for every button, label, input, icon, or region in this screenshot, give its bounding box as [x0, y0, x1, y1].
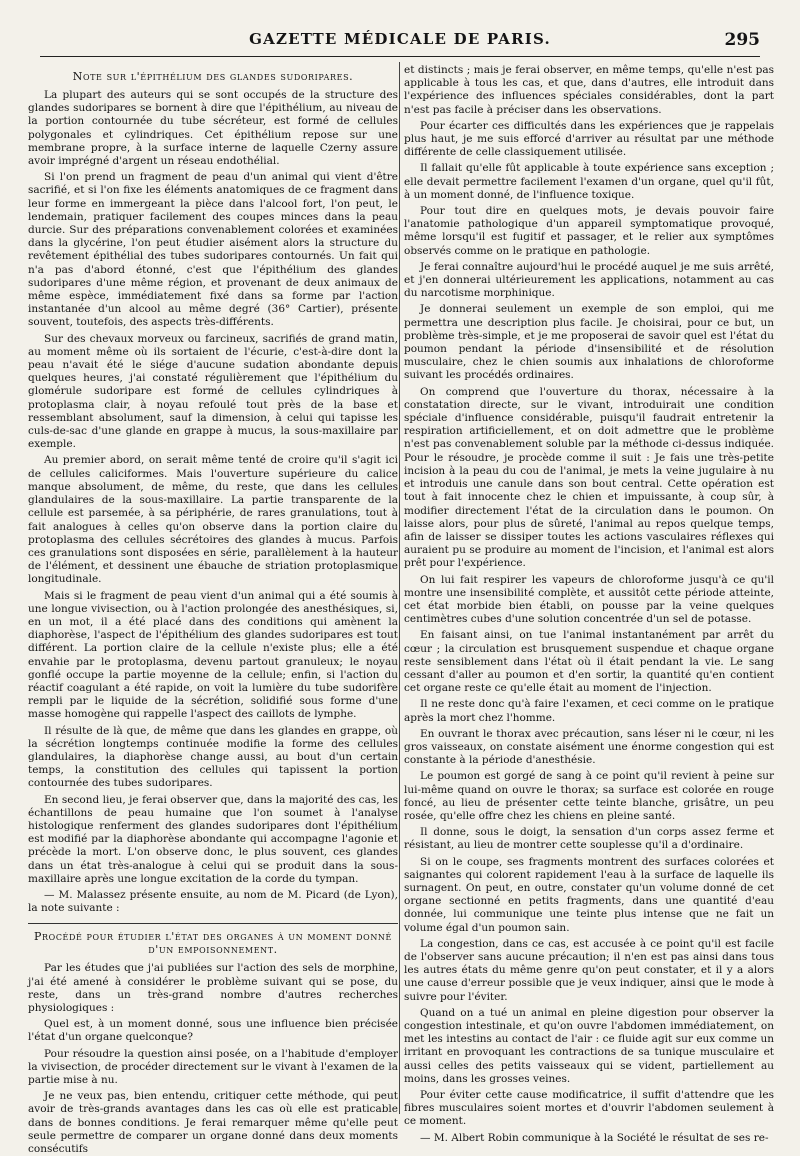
- right-column: [404, 64, 774, 1144]
- paragraph: Si l'on prend un fragment de peau d'un animal qui vient d'être sacrifié, et si l'on fixe les éléments anatomiques de ce fragment dans leur forme en immergeant la pièce dans l'alcool fort, l'on peut, le lendemain, pratiquer facilement des coupes minces dans la peau durcie. Sur des préparations convenablement colorées et examinées dans la glycérine, l'on peut étudier aisément alors la structure du revêtement épithélial des tubes sudoripares contournés. Un fait qui n'a pas d'abord étonné, c'est que l'épithélium des glandes sudoripares d'une même région, et provenant de deux animaux de même espèce, immédiatement fixé dans sa forme par l'action instantanée d'un alcool au même degré (36° Cartier), présente souvent, toutefois, des aspects très-différents.: [28, 171, 398, 329]
- paragraph: Mais si le fragment de peau vient d'un animal qui a été soumis à une longue vivisection, ou à l'action prolongée des anesthésiques, si, en un mot, il a été placé dans des conditions qui amènent la diaphorèse, l'aspect de l'épithélium des glandes sudoripares est tout différent. La portion claire de la cellule n'existe plus; elle a été envahie par le protoplasma, devenu partout granuleux; le noyau gonflé occupe la partie moyenne de la cellule; enfin, si l'action du réactif coagulant a été rapide, on voit la lumière du tube sudorifère rempli par le liquide de la sécrétion, solidifié sous forme d'une masse homogène qui rappelle l'aspect des caillots de lymphe.: [28, 589, 398, 721]
- column-separator: [399, 62, 400, 1114]
- paragraph: Par les études que j'ai publiées sur l'action des sels de morphine, j'ai été amené à considérer le problème suivant qui se pose, du reste, dans un très-grand nombre d'autres recherches physiologiques :: [28, 962, 398, 1014]
- paragraph: Il résulte de là que, de même que dans les glandes en grappe, où la sécrétion longtemps continuée modifie la forme des cellules glandulaires, la diaphorèse change aussi, au bout d'un certain temps, la constitution des cellules qui tapissent la portion contournée des tubes sudoripares.: [28, 724, 398, 790]
- article-heading: Note sur l'épithélium des glandes sudoripares.: [72, 70, 354, 83]
- paragraph: Quel est, à un moment donné, sous une influence bien précisée l'état d'un organe quelconque?: [28, 1018, 398, 1044]
- header-rule: [40, 56, 760, 57]
- paragraph: Au premier abord, on serait même tenté de croire qu'il s'agit ici de cellules caliciformes. Mais l'ouverture supérieure du calice manque absolument, de même, du reste, que dans les cellules glandulaires de la sous-maxillaire. La partie transparente de la cellule est parsemée, à sa périphérie, de rares granulations, tout à fait analogues à celles qu'on observe dans la portion claire du protoplasma des cellules sécrétoires des glandes à mucus. Parfois ces granulations sont disposées en série, parallèlement à la hauteur de l'élément, et dessinent une ébauche de striation protoplasmique longitudinale.: [28, 454, 398, 586]
- article-heading: Procédé pour étudier l'état des organes à un moment donné d'un empoisonnement.: [34, 930, 392, 957]
- paragraph: Sur des chevaux morveux ou farcineux, sacrifiés de grand matin, au moment même où ils sortaient de l'écurie, c'est-à-dire dont la peau n'avait été le siége d'aucune sudation abondante depuis quelques heures, j'ai constaté régulièrement que l'épithélium du glomérule sudoripare est formé de cellules cylindriques à protoplasma clair, à noyau refoulé tout près de la base et ressemblant absolument, sauf la dimension, à celui qui tapisse les culs-de-sac d'une glande en grappe à mucus, la sous-maxillaire par exemple.: [28, 332, 398, 451]
- paragraph: En second lieu, je ferai observer que, dans la majorité des cas, les échantillons de peau humaine que l'on soumet à l'analyse histologique renferment des glandes sudoripares dont l'épithélium est modifié par la diaphorèse abondante qui accompagne l'agonie et précède la mort. L'on observe donc, le plus souvent, ces glandes dans un état très-analogue à celui qui se produit dans la sous-maxillaire après une longue excitation de la corde du tympan.: [28, 793, 398, 885]
- section-divider: [28, 923, 398, 924]
- paragraph: Le poumon est gorgé de sang à ce point qu'il revient à peine sur lui-même quand on ouvre le thorax; sa surface est colorée en rouge foncé, au lieu de présenter cette teinte blanche, grisâtre, un peu rosée, qu'elle offre chez les chiens en pleine santé.: [404, 770, 774, 822]
- paragraph: — M. Malassez présente ensuite, au nom de M. Picard (de Lyon), la note suivante :: [28, 888, 398, 915]
- paragraph: En faisant ainsi, on tue l'animal instantanément par arrêt du cœur ; la circulation est brusquement suspendue et chaque organe reste sensiblement dans l'état où il était pendant la vie. Le sang cessant d'aller au poumon et d'en sortir, la quantité qu'en contient cet organe reste ce qu'elle était au moment de l'injection.: [404, 629, 774, 695]
- paragraph: On lui fait respirer les vapeurs de chloroforme jusqu'à ce qu'il montre une insensibilité complète, et aussitôt cette période atteinte, cet état morbide bien établi, on pousse par la veine quelques centimètres cubes d'une solution concentrée d'un sel de potasse.: [404, 573, 774, 626]
- paragraph: Je donnerai seulement un exemple de son emploi, qui me permettra une description plus facile. Je choisirai, pour ce but, un problème très-simple, et je me proposerai de savoir quel est l'état du poumon pendant la période d'insensibilité et de résolution musculaire, chez le chien soumis aux inhalations de chloroforme suivant les procédés ordinaires.: [404, 303, 774, 382]
- paragraph: Il ne reste donc qu'à faire l'examen, et ceci comme on le pratique après la mort chez l'homme.: [404, 698, 774, 724]
- paragraph: Pour éviter cette cause modificatrice, il suffit d'attendre que les fibres musculaires soient mortes et d'ouvrir l'abdomen seulement à ce moment.: [404, 1089, 774, 1128]
- left-column: [28, 64, 398, 1156]
- paragraph: Je ne veux pas, bien entendu, critiquer cette méthode, qui peut avoir de très-grands avantages dans les cas où elle est praticable dans de bonnes conditions. Je ferai remarquer même qu'elle peut seule permettre de comparer un organe donné dans deux moments consécutifs: [28, 1090, 398, 1156]
- paragraph: On comprend que l'ouverture du thorax, nécessaire à la constatation directe, sur le vivant, introduirait une condition spéciale d'influence considérable, puisqu'il faudrait entretenir la respiration artificiellement, et on doit admettre que le problème n'est pas convenablement soluble par la méthode ci-dessus indiquée. Pour le résoudre, je procède comme il suit : Je fais une très-petite incision à la peau du cou de l'animal, je mets la veine jugulaire à nu et introduis une canule dans son bout central. Cette opération est tout à fait innocente chez le chien et impuissante, à coup sûr, à modifier directement l'état de la circulation dans le poumon. On laisse alors, pour plus de sûreté, l'animal au repos quelque temps, afin de laisser se dissiper toutes les actions vasculaires réflexes qui auraient pu se produire au moment de l'incision, et l'animal est alors prêt pour l'expérience.: [404, 385, 774, 570]
- paragraph: — M. Albert Robin communique à la Société le résultat de ses re-: [420, 1131, 769, 1144]
- paragraph: et distincts ; mais je ferai observer, en même temps, qu'elle n'est pas applicable à tous les cas, et que, dans d'autres, elle introduit dans l'expérience des influences spéciales considérables, dont la part n'est pas facile à préciser dans les observations.: [404, 64, 774, 116]
- paragraph: Quand on a tué un animal en pleine digestion pour observer la congestion intestinale, et qu'on ouvre l'abdomen immédiatement, on met les intestins au contact de l'air : ce fluide agit sur eux comme un irritant en provoquant les contractions de sa tunique musculaire et aussi celles des petits vaisseaux qui se vident, partiellement au moins, dans les grosses veines.: [404, 1006, 774, 1085]
- paragraph: La congestion, dans ce cas, est accusée à ce point qu'il est facile de l'observer sans aucune précaution; il n'en est pas ainsi dans tous les autres états du même genre qu'on peut constater, et il y a alors une cause d'erreur possible que je veux indiquer, ainsi que le mode à suivre pour l'éviter.: [404, 937, 774, 1003]
- paragraph: En ouvrant le thorax avec précaution, sans léser ni le cœur, ni les gros vaisseaux, on constate aisément une énorme congestion qui est constante à la période d'anesthésie.: [404, 727, 774, 767]
- paragraph: Il donne, sous le doigt, la sensation d'un corps assez ferme et résistant, au lieu de montrer cette souplesse qu'il a d'ordinaire.: [404, 826, 774, 852]
- paragraph: Il fallait qu'elle fût applicable à toute expérience sans exception ; elle devait permettre facilement l'examen d'un organe, quel qu'il fût, à un moment donné, de l'influence toxique.: [404, 162, 774, 201]
- journal-title: GAZETTE MÉDICALE DE PARIS.: [249, 30, 551, 48]
- page-header: [40, 30, 760, 54]
- paragraph: Si on le coupe, ses fragments montrent des surfaces colorées et saignantes qui colorent rapidement l'eau à la surface de laquelle ils surnagent. On peut, en outre, constater qu'un volume donné de cet organe sectionné en petits fragments, dans une quantité d'eau donnée, lui communique une teinte plus intense que ne fait un volume égal d'un poumon sain.: [404, 855, 774, 934]
- paragraph: La plupart des auteurs qui se sont occupés de la structure des glandes sudoripares se bornent à dire que l'épithélium, au niveau de la portion contournée du tube sécréteur, est formé de cellules polygonales et cylindriques. Cet épithélium repose sur une membrane propre, à la surface interne de laquelle Czerny assure avoir imprégné d'argent un réseau endothélial.: [28, 89, 398, 168]
- page-number: 295: [724, 30, 760, 50]
- paragraph: Pour résoudre la question ainsi posée, on a l'habitude d'employer la vivisection, de procéder directement sur le vivant à l'examen de la partie mise à nu.: [28, 1047, 398, 1087]
- paragraph: Pour tout dire en quelques mots, je devais pouvoir faire l'anatomie pathologique d'un appareil symptomatique provoqué, même lorsqu'il est fugitif et passager, et le relier aux symptômes observés comme on le pratique en pathologie.: [404, 205, 774, 257]
- paragraph: Pour écarter ces difficultés dans les expériences que je rappelais plus haut, je me suis efforcé d'arriver au résultat par une méthode différente de celle classiquement utilisée.: [404, 119, 774, 159]
- paragraph: Je ferai connaître aujourd'hui le procédé auquel je me suis arrêté, et j'en donnerai ultérieurement les applications, notamment au cas du narcotisme morphinique.: [404, 260, 774, 300]
